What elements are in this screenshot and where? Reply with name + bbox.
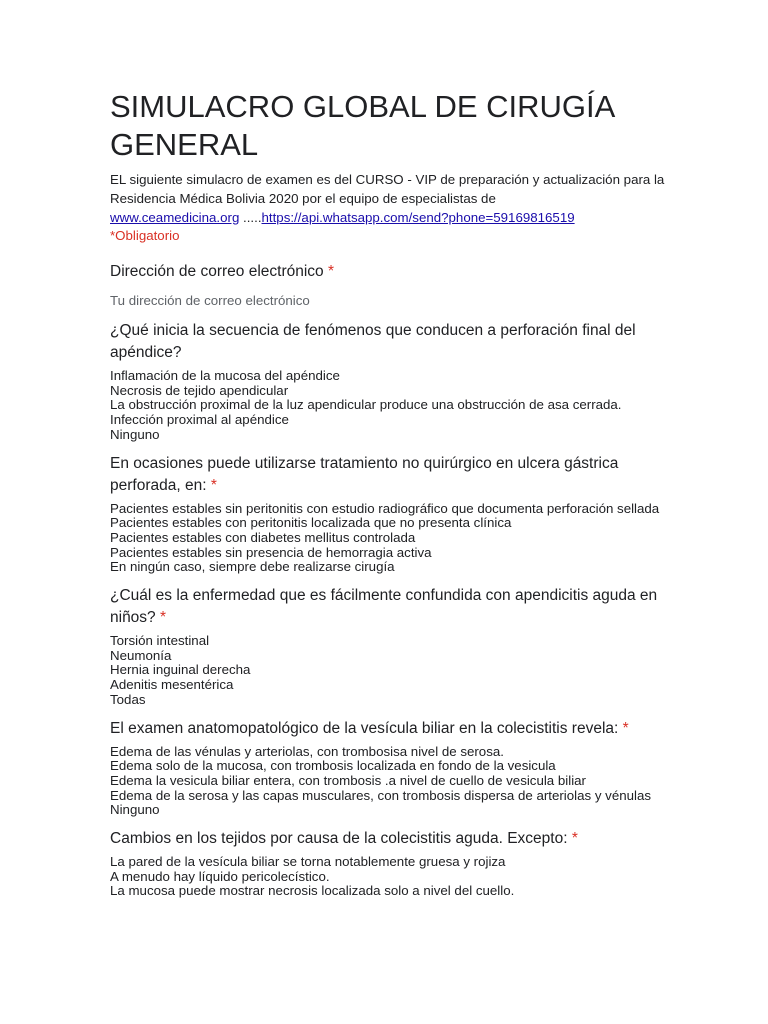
email-field-block <box>110 261 670 310</box>
answer-option[interactable]: Necrosis de tejido apendicular <box>110 382 289 398</box>
answer-option[interactable]: Todas <box>110 691 146 707</box>
answer-option[interactable]: La obstrucción proximal de la luz apendicular produce una obstrucción de asa cerrada. <box>110 397 622 413</box>
answer-option[interactable]: Neumonía <box>110 647 172 663</box>
page-title: SIMULACRO GLOBAL DE CIRUGÍA GENERAL <box>110 89 614 162</box>
whatsapp-link[interactable]: https://api.whatsapp.com/send?phone=59169816519 <box>261 210 575 225</box>
answer-option[interactable]: En ningún caso, siempre debe realizarse cirugía <box>110 559 395 575</box>
question-text <box>110 718 670 740</box>
question-label: Cambios en los tejidos por causa de la colecistitis aguda. Excepto: <box>110 830 568 848</box>
answer-option[interactable]: Ninguno <box>110 426 160 442</box>
answer-option[interactable]: A menudo hay líquido pericolecístico. <box>110 868 330 884</box>
answer-option[interactable]: Edema de las vénulas y arteriolas, con trombosisa nivel de serosa. <box>110 743 504 759</box>
answer-option[interactable]: Ninguno <box>110 802 160 818</box>
answer-option[interactable]: Pacientes estables con peritonitis localizada que no presenta clínica <box>110 515 512 531</box>
answer-option[interactable]: Pacientes estables con diabetes mellitus controlada <box>110 529 416 545</box>
answer-option[interactable]: Edema solo de la mucosa, con trombosis localizada en fondo de la vesicula <box>110 758 556 774</box>
required-star: * <box>622 719 629 737</box>
required-star: * <box>160 609 167 627</box>
answer-options <box>110 634 670 708</box>
required-star: * <box>571 830 578 848</box>
question-block <box>110 453 670 576</box>
answer-option[interactable]: Torsión intestinal <box>110 633 210 649</box>
question-text <box>110 453 670 497</box>
question-block <box>110 585 670 708</box>
email-label-text: Dirección de correo electrónico <box>110 263 324 280</box>
question-label: En ocasiones puede utilizarse tratamiento no quirúrgico en ulcera gástrica perforada, en: <box>110 454 619 494</box>
answer-option[interactable]: Pacientes estables sin presencia de hemorragia activa <box>110 544 432 560</box>
question-block <box>110 320 670 443</box>
answer-option[interactable]: Edema la vesicula biliar entera, con trombosis .a nivel de cuello de vesicula biliar <box>110 772 586 788</box>
question-label: ¿Cuál es la enfermedad que es fácilmente confundida con apendicitis aguda en niños? <box>110 587 658 627</box>
email-input[interactable] <box>110 292 510 310</box>
email-label <box>110 261 670 283</box>
intro-paragraph <box>110 170 670 227</box>
required-star: * <box>210 476 217 494</box>
form-document <box>110 88 670 899</box>
required-note: *Obligatorio <box>110 228 180 243</box>
answer-options <box>110 745 670 819</box>
answer-option[interactable]: Edema de la serosa y las capas musculares, con trombosis dispersa de arteriolas y vénulas <box>110 787 651 803</box>
question-block <box>110 718 670 819</box>
intro-text: EL siguiente simulacro de examen es del CURSO - VIP de preparación y actualización para la Residencia Médica Bolivia 2020 por el equipo de especialistas de <box>110 172 665 206</box>
answer-options <box>110 369 670 443</box>
answer-options <box>110 502 670 576</box>
intro-separator: ..... <box>239 210 262 225</box>
answer-option[interactable]: Pacientes estables sin peritonitis con estudio radiográfico que documenta perforación sellada <box>110 500 660 516</box>
questions-list <box>110 320 670 899</box>
answer-option[interactable]: La pared de la vesícula biliar se torna notablemente gruesa y rojiza <box>110 854 506 870</box>
question-label: ¿Qué inicia la secuencia de fenómenos que conducen a perforación final del apéndice? <box>110 322 636 361</box>
answer-options <box>110 855 670 899</box>
ceamedicina-link[interactable]: www.ceamedicina.org <box>110 210 240 225</box>
answer-option[interactable]: Hernia inguinal derecha <box>110 662 251 678</box>
answer-option[interactable]: Inflamación de la mucosa del apéndice <box>110 368 340 383</box>
question-text <box>110 828 670 850</box>
question-label: El examen anatomopatológico de la vesícula biliar en la colecistitis revela: <box>110 719 619 737</box>
answer-option[interactable]: Adenitis mesentérica <box>110 677 234 693</box>
question-text <box>110 320 670 364</box>
answer-option[interactable]: Infección proximal al apéndice <box>110 412 289 428</box>
required-star: * <box>327 263 335 280</box>
question-block <box>110 828 670 899</box>
answer-option[interactable]: La mucosa puede mostrar necrosis localizada solo a nivel del cuello. <box>110 883 515 899</box>
question-text <box>110 585 670 629</box>
